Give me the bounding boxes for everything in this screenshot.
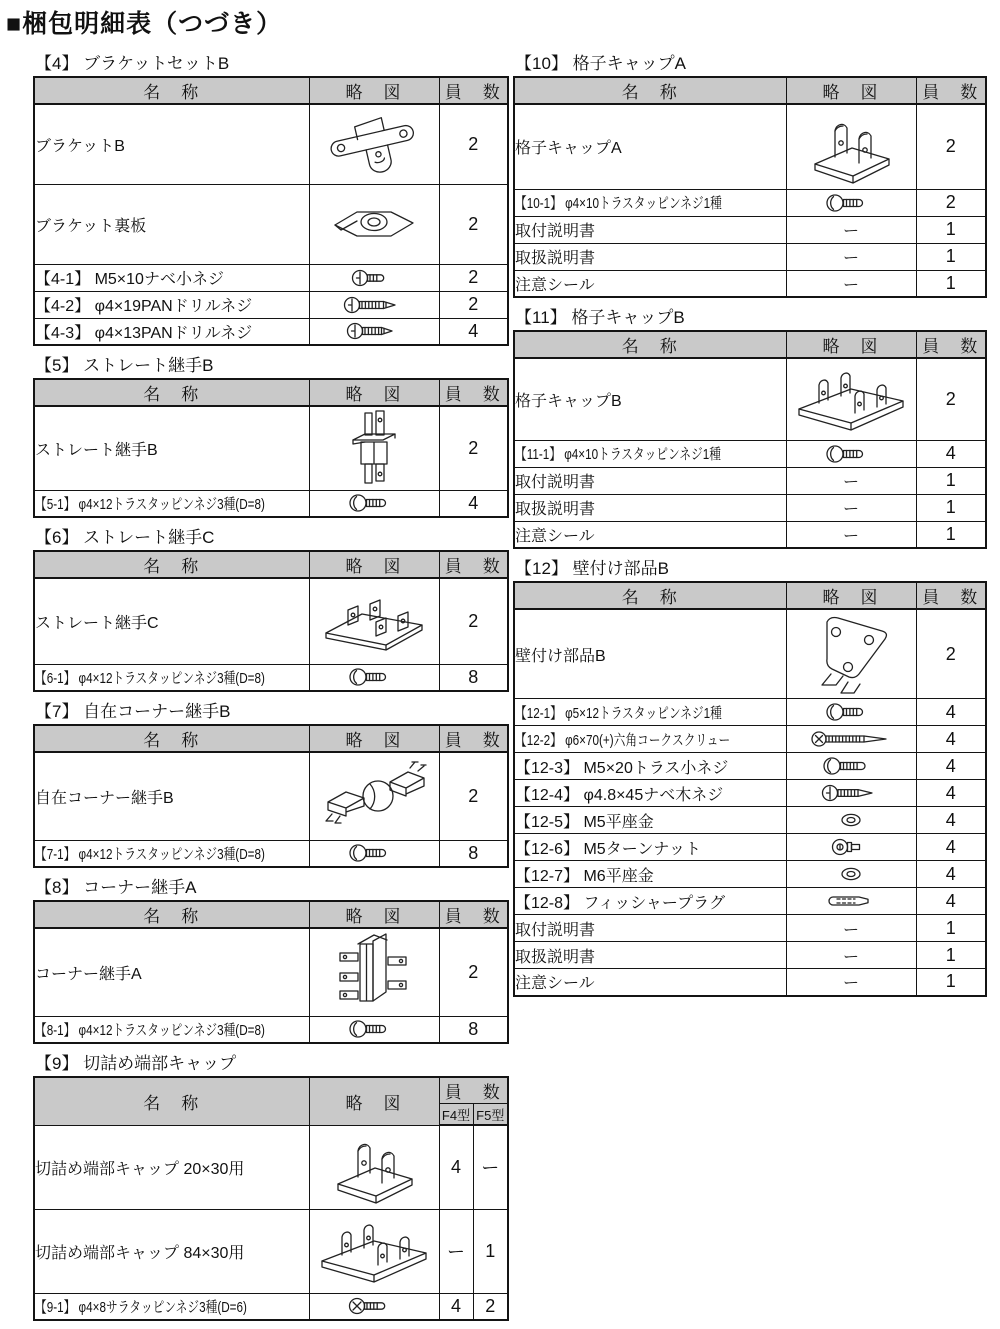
parts-table-9: [33, 1076, 509, 1321]
name-cell: [514, 358, 786, 440]
name-cell: [514, 216, 786, 243]
qty-cell: 1: [916, 521, 986, 548]
table-row: [34, 664, 508, 691]
part-name: 【12-1】 φ5×12トラスタッピンネジ1種: [515, 704, 722, 722]
part-name: ブラケットB: [35, 137, 125, 155]
qty-cell: 2: [916, 104, 986, 189]
sketch-cell: [786, 807, 916, 834]
col-header-qty: 員 数: [439, 551, 508, 578]
screw-truss-icon: [825, 701, 877, 723]
left-table-column: [33, 52, 507, 1329]
col-header-name: 名 称: [34, 379, 309, 406]
part-name: 【9-1】 φ4×8サラタッピンネジ3種(D=6): [35, 1298, 247, 1316]
sketch-cell: [786, 753, 916, 780]
part-name: 壁付け部品B: [515, 647, 606, 665]
table-row: [34, 752, 508, 840]
part-name: 注意シール: [515, 975, 595, 993]
joint-straight-c-icon: [318, 583, 430, 659]
name-cell: [514, 243, 786, 270]
table-row: [34, 490, 508, 517]
col-header-qty: 員 数: [439, 901, 508, 928]
parts-table-10: [513, 76, 987, 298]
col-header-name: 名 称: [34, 901, 309, 928]
col-header-qty: 員 数: [439, 725, 508, 752]
qty-cell: 1: [473, 1209, 508, 1293]
no-sketch-dash: ー: [842, 501, 859, 518]
qty-cell: 4: [916, 888, 986, 915]
part-name: 格子キャップB: [515, 392, 622, 410]
col-header-sketch: 略 図: [786, 582, 916, 609]
table-row: [514, 888, 986, 915]
col-header-name: 名 称: [34, 551, 309, 578]
sketch-cell: [786, 243, 916, 270]
table-row: [514, 104, 986, 189]
part-name: 【7-1】 φ4×12トラスタッピンネジ3種(D=8): [35, 845, 265, 863]
sketch-cell: [309, 291, 439, 318]
sketch-cell: [309, 490, 439, 517]
screw-truss-icon: [825, 443, 877, 465]
section-5: [33, 354, 507, 518]
table-row: [34, 928, 508, 1016]
col-header-qty: 員 数: [439, 1077, 508, 1104]
name-cell: [34, 664, 309, 691]
joint-corner-a-icon: [327, 929, 421, 1015]
parts-table-11: [513, 330, 987, 549]
section-caption-12: 【12】 壁付け部品B: [515, 559, 669, 578]
table-row: [514, 521, 986, 548]
sketch-cell: [786, 467, 916, 494]
sketch-cell: [309, 840, 439, 867]
section-11: [513, 306, 985, 549]
screw-truss-icon: [348, 1018, 400, 1040]
parts-table-12: [513, 581, 987, 997]
screw-truss-icon: [348, 666, 400, 688]
name-cell: [34, 1209, 309, 1293]
name-cell: [514, 942, 786, 969]
qty-cell: 1: [916, 969, 986, 996]
sketch-cell: [309, 1209, 439, 1293]
sketch-cell: [786, 270, 916, 297]
part-name: 【8-1】 φ4×12トラスタッピンネジ3種(D=8): [35, 1021, 265, 1039]
part-name: ストレート継手C: [35, 614, 159, 632]
name-cell: [514, 780, 786, 807]
section-caption-8: 【8】 コーナー継手A: [35, 878, 197, 897]
screw-drill-long-icon: [342, 294, 406, 316]
table-row: [34, 318, 508, 345]
table-row: [514, 216, 986, 243]
qty-cell: 4: [916, 699, 986, 726]
sketch-cell: [786, 942, 916, 969]
table-row: [34, 578, 508, 664]
joint-straight-b-icon: [338, 407, 410, 489]
name-cell: [34, 318, 309, 345]
sketch-cell: [309, 318, 439, 345]
no-sketch-dash: ー: [842, 250, 859, 267]
sketch-cell: [309, 104, 439, 184]
cap-a-icon: [805, 107, 897, 187]
part-name: 取扱説明書: [515, 501, 596, 518]
name-cell: [514, 609, 786, 699]
name-cell: [514, 726, 786, 753]
part-name: コーナー継手A: [35, 965, 142, 983]
table-row: [514, 189, 986, 216]
col-header-name: 名 称: [514, 582, 786, 609]
sketch-cell: [309, 1016, 439, 1043]
screw-flat-icon: [347, 1295, 401, 1317]
qty-cell: 1: [916, 915, 986, 942]
sketch-cell: [309, 578, 439, 664]
name-cell: [34, 490, 309, 517]
name-cell: [34, 1016, 309, 1043]
part-name: 【12-3】 M5×20トラス小ネジ: [515, 759, 729, 777]
qty-cell: 2: [439, 264, 508, 291]
turnnut-icon: [830, 836, 872, 858]
no-sketch-dash: ー: [842, 223, 859, 240]
screw-truss-icon: [348, 492, 400, 514]
table-row: [514, 915, 986, 942]
col-header-sketch: 略 図: [309, 725, 439, 752]
table-row: [34, 1125, 508, 1209]
sketch-cell: [309, 406, 439, 490]
section-caption-11: 【11】 格子キャップB: [515, 308, 685, 327]
qty-cell: 4: [916, 440, 986, 467]
part-name: 格子キャップA: [515, 140, 622, 158]
name-cell: [34, 184, 309, 264]
qty-cell: 4: [916, 861, 986, 888]
parts-table-7: [33, 724, 509, 868]
part-name: ブラケット裏板: [35, 217, 147, 235]
table-row: [514, 270, 986, 297]
col-header-sketch: 略 図: [309, 1077, 439, 1125]
screw-wood-icon: [820, 782, 882, 804]
name-cell: [514, 888, 786, 915]
col-header-sketch: 略 図: [786, 77, 916, 104]
table-row: [34, 1209, 508, 1293]
sketch-cell: [309, 752, 439, 840]
table-row: [514, 753, 986, 780]
section-8: [33, 876, 507, 1044]
sketch-cell: [309, 184, 439, 264]
qty-cell: 8: [439, 664, 508, 691]
qty-cell: 1: [916, 270, 986, 297]
col-header-sketch: 略 図: [309, 77, 439, 104]
name-cell: [514, 521, 786, 548]
sketch-cell: [786, 104, 916, 189]
part-name: 【4-3】 φ4×13PANドリルネジ: [35, 324, 253, 342]
col-header-sketch: 略 図: [309, 551, 439, 578]
name-cell: [34, 1293, 309, 1320]
section-caption-9: 【9】 切詰め端部キャップ: [35, 1054, 237, 1073]
parts-table-8: [33, 900, 509, 1044]
name-cell: [514, 915, 786, 942]
page-title: ■梱包明細表（つづき）: [6, 10, 283, 38]
cap-b-icon: [793, 363, 909, 435]
no-sketch-dash: ー: [842, 921, 859, 939]
sketch-cell: [309, 928, 439, 1016]
sketch-cell: [786, 216, 916, 243]
name-cell: [34, 291, 309, 318]
table-row: [34, 1293, 508, 1320]
sketch-cell: [786, 969, 916, 996]
part-name: 【12-6】 M5ターンナット: [515, 840, 702, 858]
table-row: [514, 726, 986, 753]
part-name: 取付説明書: [515, 921, 596, 939]
part-name: 注意シール: [515, 527, 595, 545]
part-name: 【12-8】 フィッシャープラグ: [515, 894, 726, 912]
name-cell: [34, 264, 309, 291]
name-cell: [514, 440, 786, 467]
name-cell: [514, 861, 786, 888]
table-row: [514, 807, 986, 834]
section-4: [33, 52, 507, 346]
right-table-column: [513, 52, 985, 1005]
qty-cell: 1: [916, 216, 986, 243]
qty-cell: 4: [439, 490, 508, 517]
table-row: [514, 467, 986, 494]
no-sketch-dash: ー: [842, 948, 859, 966]
table-row: [514, 440, 986, 467]
part-name: 【4-2】 φ4×19PANドリルネジ: [35, 298, 253, 315]
qty-cell: 4: [439, 1125, 473, 1209]
table-row: [514, 494, 986, 521]
name-cell: [514, 834, 786, 861]
col-header-name: 名 称: [34, 725, 309, 752]
table-row: [34, 406, 508, 490]
qty-cell: 2: [439, 291, 508, 318]
qty-cell: 2: [439, 406, 508, 490]
col-header-sketch: 略 図: [309, 379, 439, 406]
table-row: [34, 264, 508, 291]
name-cell: [34, 578, 309, 664]
qty-cell: 4: [916, 834, 986, 861]
qty-cell: 2: [916, 609, 986, 699]
parts-table-4: [33, 76, 509, 346]
sketch-cell: [786, 834, 916, 861]
name-cell: [34, 840, 309, 867]
col-header-name: 名 称: [34, 1077, 309, 1125]
name-cell: [34, 406, 309, 490]
name-cell: [514, 969, 786, 996]
name-cell: [514, 753, 786, 780]
col-header-qty: 員 数: [916, 77, 986, 104]
section-caption-6: 【6】 ストレート継手C: [35, 528, 215, 547]
section-9: [33, 1052, 507, 1321]
name-cell: [34, 104, 309, 184]
table-row: [514, 969, 986, 996]
bracket-plate-icon: [321, 195, 427, 253]
no-sketch-dash: ー: [842, 975, 859, 993]
col-header-qty: 員 数: [916, 582, 986, 609]
section-caption-5: 【5】 ストレート継手B: [35, 356, 214, 375]
part-name: 【11-1】 φ4×10トラスタッピンネジ1種: [515, 446, 721, 463]
qty-cell: 2: [439, 578, 508, 664]
name-cell: [514, 104, 786, 189]
section-7: [33, 700, 507, 868]
sketch-cell: [786, 440, 916, 467]
col-header-sketch: 略 図: [309, 901, 439, 928]
col-header-name: 名 称: [34, 77, 309, 104]
sketch-cell: [309, 664, 439, 691]
parts-table-6: [33, 550, 509, 692]
part-name: 【12-7】 M6平座金: [515, 867, 654, 885]
table-row: [514, 780, 986, 807]
sketch-cell: [786, 609, 916, 699]
screw-truss-icon: [348, 842, 400, 864]
sketch-cell: [786, 358, 916, 440]
table-row: [514, 942, 986, 969]
wall-bracket-icon: [803, 610, 899, 698]
sketch-cell: [309, 1125, 439, 1209]
no-sketch-dash: ー: [842, 474, 859, 491]
qty-cell: 2: [439, 928, 508, 1016]
table-row: [514, 834, 986, 861]
col-subheader-f4: F4型: [439, 1104, 473, 1126]
part-name: ストレート継手B: [35, 441, 158, 459]
qty-cell: 4: [916, 753, 986, 780]
qty-cell: ー: [473, 1125, 508, 1209]
section-10: [513, 52, 985, 298]
qty-cell: 4: [916, 780, 986, 807]
qty-cell: 2: [916, 189, 986, 216]
name-cell: [514, 189, 786, 216]
sketch-cell: [786, 699, 916, 726]
part-name: 切詰め端部キャップ 20×30用: [35, 1160, 245, 1178]
part-name: 【10-1】 φ4×10トラスタッピンネジ1種: [515, 195, 722, 212]
qty-cell: 1: [916, 467, 986, 494]
part-name: 取扱説明書: [515, 948, 596, 966]
col-header-qty: 員 数: [439, 77, 508, 104]
name-cell: [514, 467, 786, 494]
qty-cell: 4: [439, 1293, 473, 1320]
part-name: 取扱説明書: [515, 250, 596, 267]
qty-cell: 2: [439, 184, 508, 264]
qty-cell: 2: [473, 1293, 508, 1320]
cap-b-icon: [316, 1215, 432, 1287]
name-cell: [514, 699, 786, 726]
joint-universal-icon: [318, 758, 430, 834]
screw-truss-med-icon: [822, 755, 880, 777]
col-header-qty: 員 数: [916, 331, 986, 358]
qty-cell: 1: [916, 243, 986, 270]
table-row: [34, 1016, 508, 1043]
sketch-cell: [309, 264, 439, 291]
sketch-cell: [786, 521, 916, 548]
part-name: 注意シール: [515, 276, 595, 294]
name-cell: [514, 494, 786, 521]
part-name: 【4-1】 M5×10ナベ小ネジ: [35, 271, 224, 288]
section-caption-4: 【4】 ブラケットセットB: [35, 54, 230, 73]
table-row: [514, 861, 986, 888]
col-header-name: 名 称: [514, 331, 786, 358]
screw-pan-short-icon: [350, 267, 398, 289]
table-row: [34, 104, 508, 184]
name-cell: [514, 270, 786, 297]
part-name: 【12-4】 φ4.8×45ナベ木ネジ: [515, 786, 724, 804]
name-cell: [34, 1125, 309, 1209]
cap-a-icon: [328, 1127, 420, 1207]
screw-drill-short-icon: [345, 320, 403, 342]
qty-cell: 4: [439, 318, 508, 345]
sketch-cell: [786, 888, 916, 915]
part-name: 【12-5】 M5平座金: [515, 813, 654, 831]
name-cell: [514, 807, 786, 834]
part-name: 【6-1】 φ4×12トラスタッピンネジ3種(D=8): [35, 669, 265, 687]
qty-cell: 1: [916, 494, 986, 521]
name-cell: [34, 928, 309, 1016]
col-header-qty: 員 数: [439, 379, 508, 406]
qty-cell: 2: [439, 752, 508, 840]
section-12: [513, 557, 985, 997]
sketch-cell: [786, 780, 916, 807]
qty-cell: 8: [439, 1016, 508, 1043]
table-row: [514, 243, 986, 270]
section-caption-7: 【7】 自在コーナー継手B: [35, 702, 231, 721]
qty-cell: 4: [916, 726, 986, 753]
parts-table-5: [33, 378, 509, 518]
section-caption-10: 【10】 格子キャップA: [515, 54, 686, 73]
plug-icon: [827, 893, 875, 909]
qty-cell: 2: [916, 358, 986, 440]
qty-cell: 1: [916, 942, 986, 969]
bracket-b-icon: [321, 106, 427, 182]
part-name: 自在コーナー継手B: [35, 789, 174, 807]
table-row: [514, 358, 986, 440]
table-row: [34, 291, 508, 318]
sketch-cell: [786, 494, 916, 521]
table-row: [514, 699, 986, 726]
part-name: 【5-1】 φ4×12トラスタッピンネジ3種(D=8): [35, 495, 265, 513]
screw-truss-icon: [825, 192, 877, 214]
qty-cell: 2: [439, 104, 508, 184]
col-subheader-f5: F5型: [473, 1104, 508, 1126]
sketch-cell: [786, 189, 916, 216]
no-sketch-dash: ー: [842, 527, 859, 545]
screw-coach-icon: [810, 728, 892, 750]
qty-cell: ー: [439, 1209, 473, 1293]
washer-icon: [837, 865, 865, 883]
part-name: 取付説明書: [515, 223, 596, 240]
part-name: 取付説明書: [515, 474, 596, 491]
col-header-sketch: 略 図: [786, 331, 916, 358]
no-sketch-dash: ー: [842, 276, 859, 294]
qty-cell: 8: [439, 840, 508, 867]
name-cell: [34, 752, 309, 840]
section-6: [33, 526, 507, 692]
part-name: 【12-2】 φ6×70(+)六角コークスクリュー: [515, 731, 731, 749]
sketch-cell: [786, 726, 916, 753]
table-row: [34, 184, 508, 264]
sketch-cell: [786, 915, 916, 942]
sketch-cell: [309, 1293, 439, 1320]
table-row: [34, 840, 508, 867]
table-row: [514, 609, 986, 699]
col-header-name: 名 称: [514, 77, 786, 104]
sketch-cell: [786, 861, 916, 888]
part-name: 切詰め端部キャップ 84×30用: [35, 1244, 245, 1262]
qty-cell: 4: [916, 807, 986, 834]
washer-icon: [837, 811, 865, 829]
